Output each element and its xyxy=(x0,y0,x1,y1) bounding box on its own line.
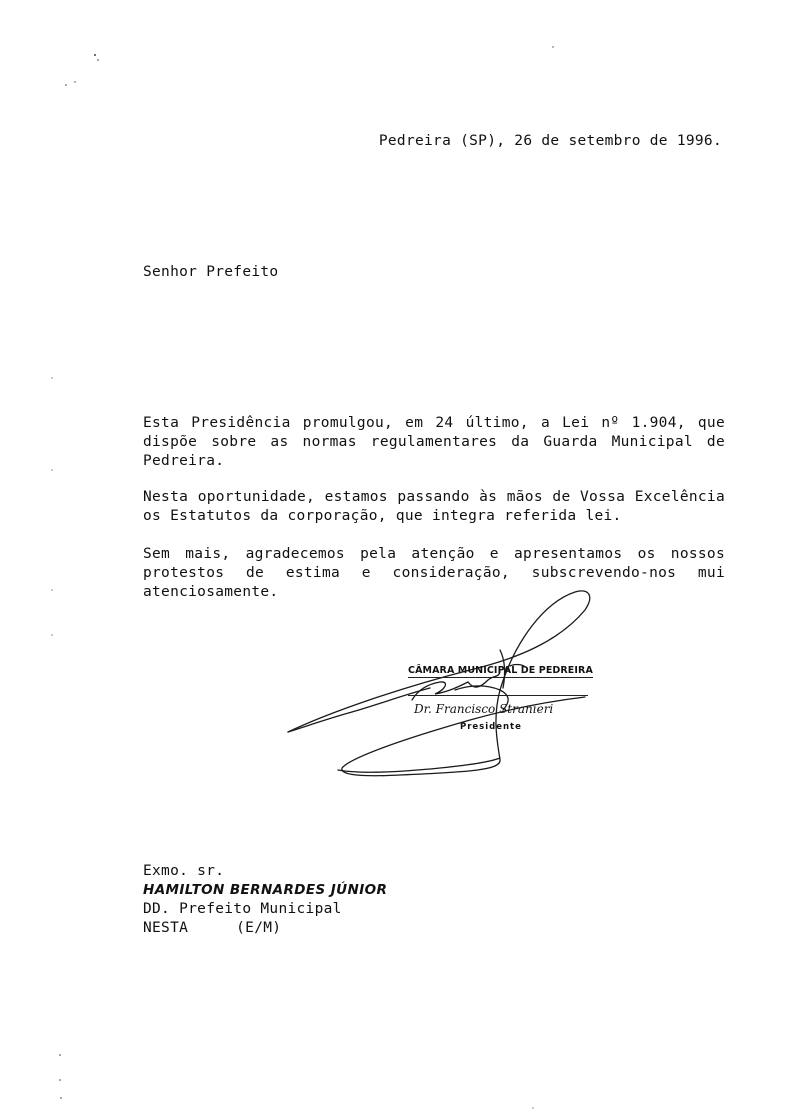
paragraph-promulgation: Esta Presidência promulgou, em 24 último, a Lei nº 1.904, que dispõe sobre as normas regulamentares da Guarda Municipal de Pedreira. xyxy=(143,415,725,469)
addressee-location-line xyxy=(143,920,281,936)
paragraph-statutes: Nesta oportunidade, estamos passando às mãos de Vossa Excelência os Estatutos da corporação, que integra referida lei. xyxy=(143,489,725,524)
addressee-location: NESTA xyxy=(143,920,189,936)
stamp-signatory-title: Presidente xyxy=(460,722,522,732)
salutation: Senhor Prefeito xyxy=(143,264,279,280)
signature-stamp xyxy=(408,658,608,732)
signature-line xyxy=(408,695,588,696)
date-line: Pedreira (SP), 26 de setembro de 1996. xyxy=(378,133,722,149)
stamp-organization: CÂMARA MUNICIPAL DE PEDREIRA xyxy=(408,665,593,676)
stamp-signatory-name: Dr. Francisco Stranieri xyxy=(414,702,554,716)
addressee-name: HAMILTON BERNARDES JÚNIOR xyxy=(143,882,388,898)
paragraph-closing: Sem mais, agradecemos pela atenção e apresentamos os nossos protestos de estima e consideração, subscrevendo-nos mui atenciosamente. xyxy=(143,546,725,600)
addressee-greeting: Exmo. sr. xyxy=(143,863,225,879)
delivery-tag: (E/M) xyxy=(236,920,282,936)
addressee-role: DD. Prefeito Municipal xyxy=(143,901,342,917)
